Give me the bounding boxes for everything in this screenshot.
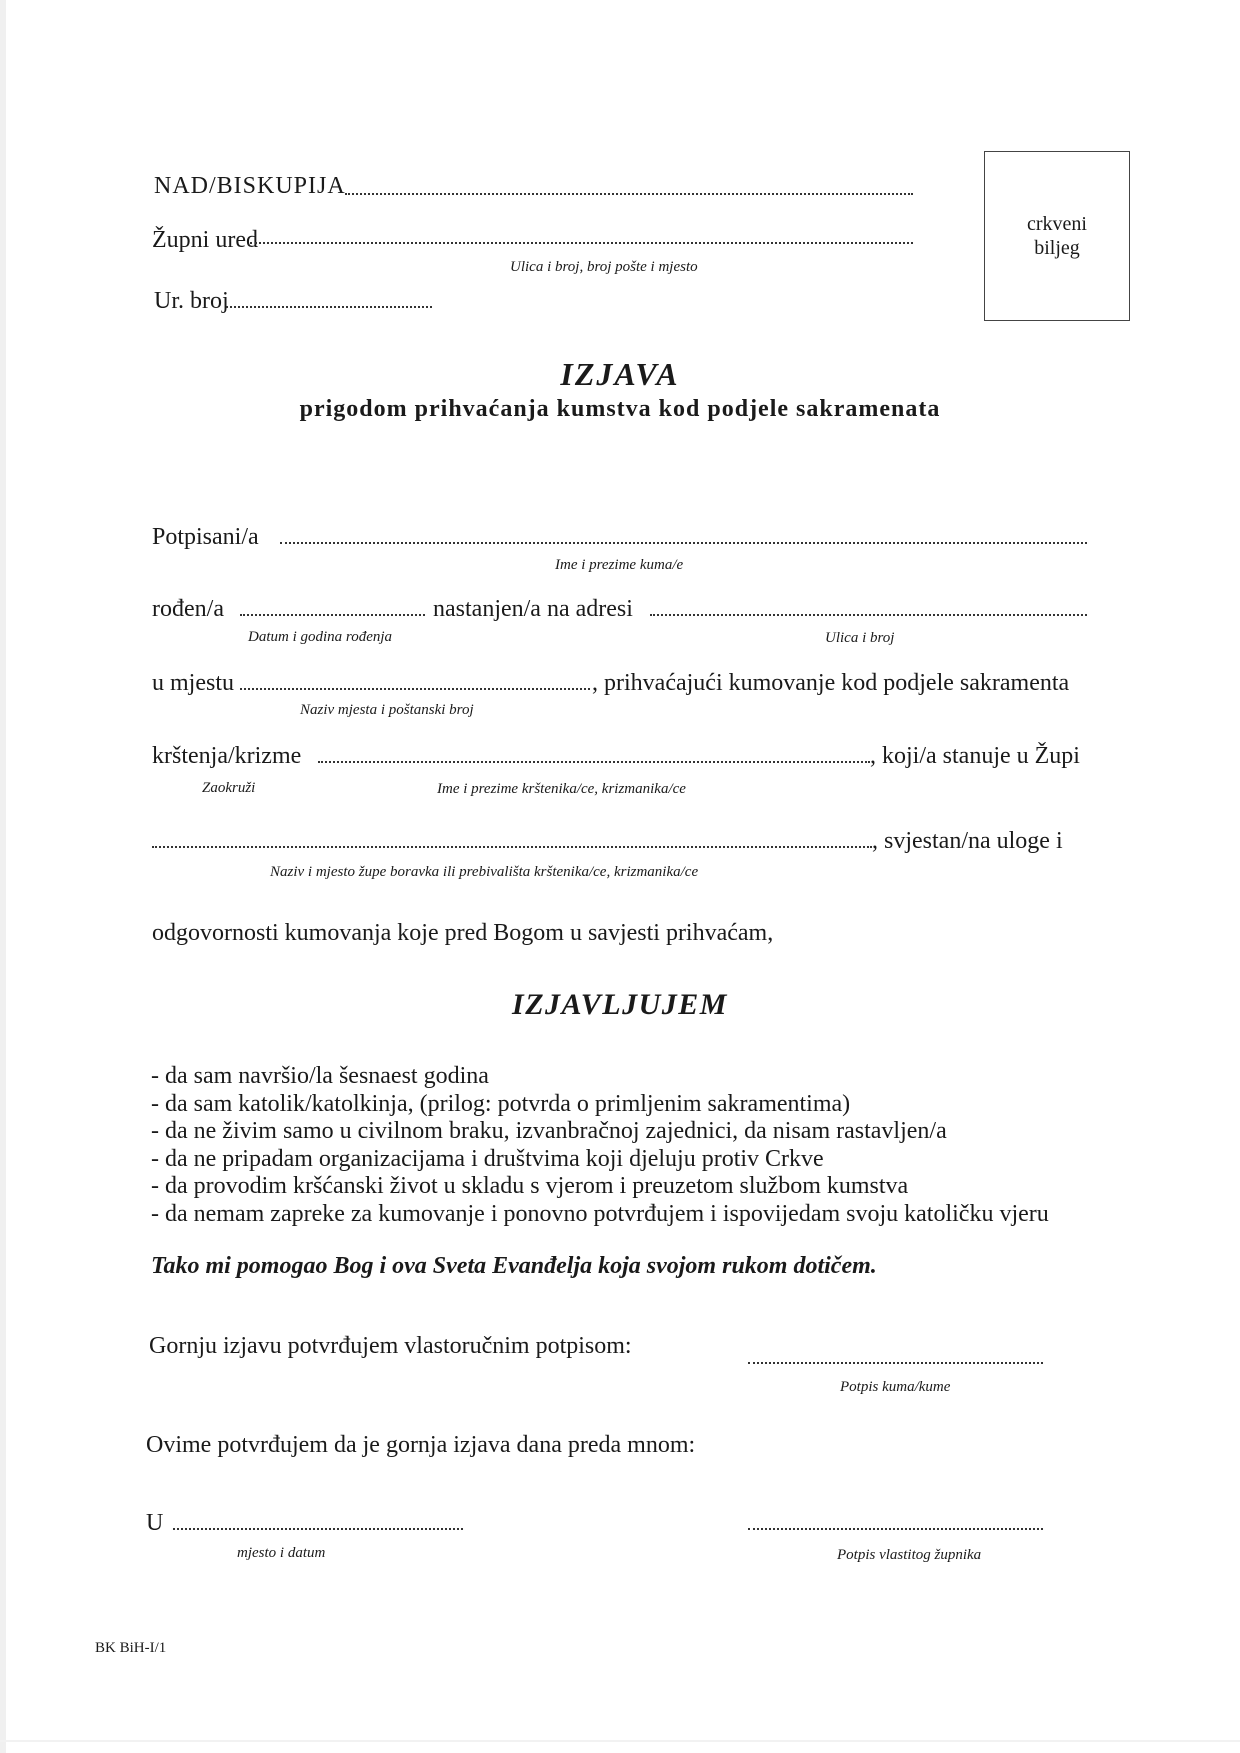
witness-text: Ovime potvrđujem da je gornja izjava dana preda mnom: xyxy=(146,1432,696,1458)
in-label: U xyxy=(146,1510,164,1536)
place-field[interactable] xyxy=(240,688,590,690)
stamp-line2: biljeg xyxy=(1034,237,1080,259)
accepting-text: , prihvaćajući kumovanje kod podjele sakramenta xyxy=(592,670,1070,696)
godparent-signature-field[interactable] xyxy=(748,1362,1043,1364)
declaration-heading: IZJAVLJUJEM xyxy=(512,988,728,1021)
aware-text: , svjestan/na uloge i xyxy=(872,828,1063,854)
born-date-field[interactable] xyxy=(240,614,425,616)
born-hint: Datum i godina rođenja xyxy=(248,629,393,645)
declaration-list xyxy=(151,1063,1049,1228)
parish-office-label: Župni ured xyxy=(152,227,258,253)
ref-no-field[interactable] xyxy=(226,306,432,308)
list-item: - da ne živim samo u civilnom braku, izvanbračnoj zajednici, da nisam rastavljen/a xyxy=(151,1118,947,1144)
place-label: u mjestu xyxy=(152,670,234,696)
list-item: - da sam katolik/katolkinja, (prilog: potvrda o primljenim sakramentima) xyxy=(151,1090,851,1117)
residing-label: nastanjen/a na adresi xyxy=(433,596,633,622)
priest-hint: Potpis vlastitog župnika xyxy=(837,1547,982,1563)
signed-name-field[interactable] xyxy=(280,542,1087,544)
stamp-box xyxy=(984,151,1130,321)
place-date-hint: mjesto i datum xyxy=(237,1545,326,1561)
place-date-field[interactable] xyxy=(173,1528,463,1530)
list-item: - da provodim kršćanski život u skladu s vjerom i preuzetom službom kumstva xyxy=(151,1173,909,1199)
list-item: - da nemam zapreke za kumovanje i ponovno potvrđujem i ispovijedam svoju katoličku vjeru xyxy=(151,1200,1049,1227)
place-hint: Naziv mjesta i poštanski broj xyxy=(300,702,474,718)
responsibility-text: odgovornosti kumovanja koje pred Bogom u savjesti prihvaćam, xyxy=(152,920,774,946)
list-item: - da ne pripadam organizacijama i društvima koji djeluju protiv Crkve xyxy=(151,1145,824,1172)
parish-text: , koji/a stanuje u Župi xyxy=(870,743,1080,769)
list-item: - da sam navršio/la šesnaest godina xyxy=(151,1063,489,1089)
sacrament-label: krštenja/krizme xyxy=(152,743,302,769)
address-field[interactable] xyxy=(650,614,1087,616)
signed-hint: Ime i prezime kuma/e xyxy=(555,557,684,573)
scan-bottom-line xyxy=(0,1740,1240,1742)
stamp-line1: crkveni xyxy=(1027,213,1087,235)
oath-text: Tako mi pomogao Bog i ova Sveta Evanđelja koja svojom rukom dotičem. xyxy=(151,1253,877,1279)
signed-label: Potpisani/a xyxy=(152,524,259,550)
parish-office-hint: Ulica i broj, broj pošte i mjesto xyxy=(510,259,698,275)
sacrament-hint: Zaokruži xyxy=(202,780,256,796)
diocese-field[interactable] xyxy=(345,193,913,195)
parish-hint: Naziv i mjesto župe boravka ili prebivališta krštenika/ce, krizmanika/ce xyxy=(270,864,699,880)
form-code: BK BiH-I/1 xyxy=(95,1640,167,1656)
scan-edge xyxy=(0,0,6,1753)
document-title: IZJAVA xyxy=(560,356,680,392)
confirm-text: Gornju izjavu potvrđujem vlastoručnim potpisom: xyxy=(149,1333,632,1359)
born-label: rođen/a xyxy=(152,596,224,622)
priest-signature-field[interactable] xyxy=(748,1528,1043,1530)
parish-office-field[interactable] xyxy=(250,242,913,244)
godparent-hint: Potpis kuma/kume xyxy=(840,1379,951,1395)
document-subtitle: prigodom prihvaćanja kumstva kod podjele sakramenata xyxy=(299,396,941,422)
candidate-name-field[interactable] xyxy=(318,761,870,763)
diocese-label: NAD/BISKUPIJA xyxy=(154,173,346,199)
parish-field[interactable] xyxy=(152,846,872,848)
residing-hint: Ulica i broj xyxy=(825,630,895,646)
candidate-hint: Ime i prezime krštenika/ce, krizmanika/ce xyxy=(437,781,686,797)
ref-no-label: Ur. broj xyxy=(154,288,229,314)
